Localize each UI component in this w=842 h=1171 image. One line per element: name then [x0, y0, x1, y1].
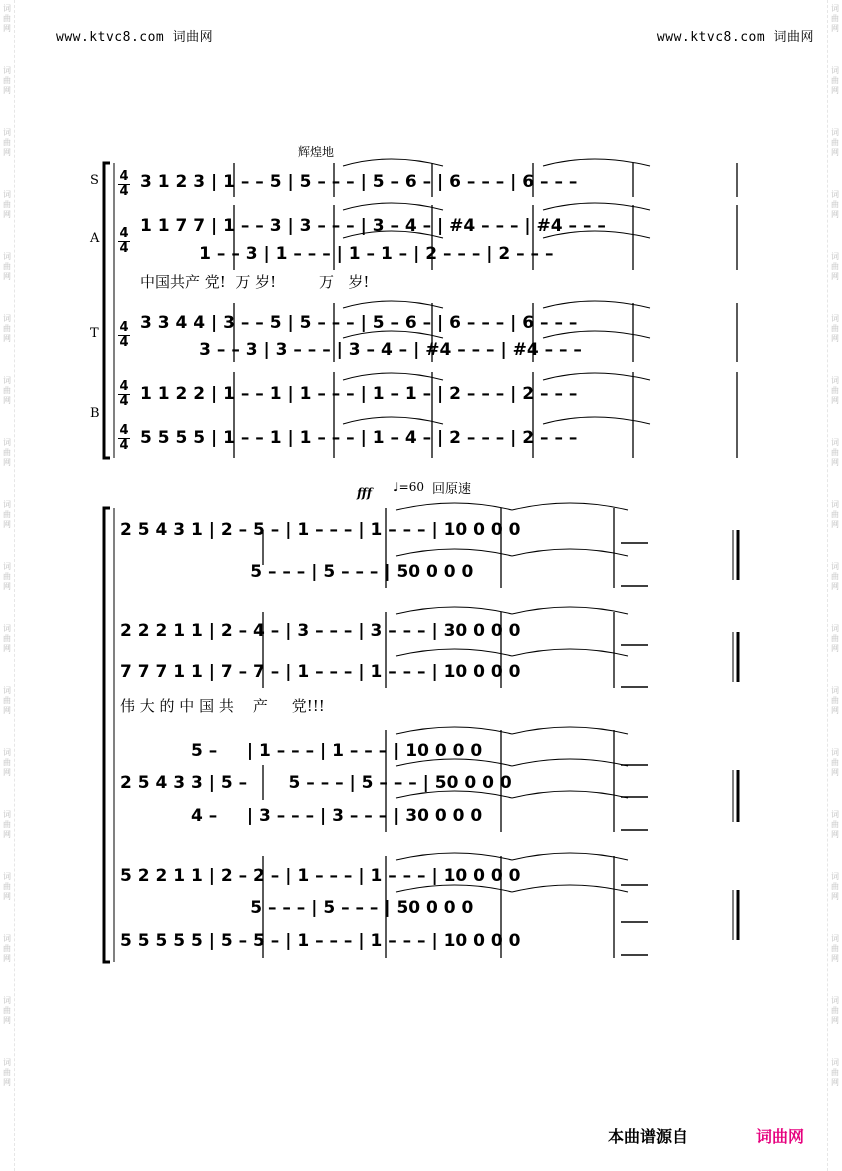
tempo-text: 回原速	[432, 482, 472, 497]
voice-label-alto: A	[90, 231, 100, 246]
row-s2-6: 2 5 4 3 3 | 5 – 5 – – – | 5 – – – | 50 0 0 0	[120, 773, 512, 793]
watermark-glyphs: 词 曲 网	[3, 810, 11, 839]
watermark-glyphs: 词 曲 网	[831, 128, 839, 157]
lyrics-line-1: 中国共产 党! 万 岁! 万 岁!	[140, 273, 370, 291]
watermark-glyphs: 词 曲 网	[831, 252, 839, 281]
soprano-row: 3 1 2 3 | 1 – – 5 | 5 – – – | 5 – 6 – | 6 – – – | 6 – – –	[140, 172, 578, 192]
row-s2-10: 5 5 5 5 5 | 5 – 5 – | 1 – – – | 1 – – – | 10 0 0 0	[120, 931, 521, 951]
watermark-glyphs: 词 曲 网	[3, 686, 11, 715]
watermark-glyphs: 词 曲 网	[3, 190, 11, 219]
watermark-glyphs: 词 曲 网	[3, 128, 11, 157]
tenor-row-2: 3 – – 3 | 3 – – – | 3 – 4 – | #4 – – – | #4 – – –	[140, 340, 582, 360]
row-s2-5: 5 – | 1 – – – | 1 – – – | 10 0 0 0	[120, 741, 483, 761]
header-site-left: www.ktvc8.com 词曲网	[56, 30, 214, 45]
footer-source-text: 本曲谱源自	[608, 1127, 689, 1146]
watermark-glyphs: 词 曲 网	[3, 934, 11, 963]
row-s2-8: 5 2 2 1 1 | 2 – 2 – | 1 – – – | 1 – – – | 10 0 0 0	[120, 866, 521, 886]
watermark-glyphs: 词 曲 网	[831, 748, 839, 777]
watermark-glyphs: 词 曲 网	[831, 872, 839, 901]
tempo-marking: ♩=60	[393, 480, 424, 494]
time-signature: 4 4	[119, 320, 129, 350]
watermark-glyphs: 词 曲 网	[831, 314, 839, 343]
watermark-glyphs: 词 曲 网	[831, 810, 839, 839]
watermark-glyphs: 词 曲 网	[831, 190, 839, 219]
watermark-glyphs: 词 曲 网	[831, 376, 839, 405]
row-s2-9: 5 – – – | 5 – – – | 50 0 0 0	[120, 898, 474, 918]
watermark-glyphs: 词 曲 网	[3, 500, 11, 529]
watermark-glyphs: 词 曲 网	[831, 1058, 839, 1087]
header-site-right: www.ktvc8.com 词曲网	[656, 30, 814, 45]
watermark-glyphs: 词 曲 网	[831, 934, 839, 963]
watermark-glyphs: 词 曲 网	[3, 748, 11, 777]
watermark-glyphs: 词 曲 网	[831, 66, 839, 95]
watermark-glyphs: 词 曲 网	[3, 376, 11, 405]
time-signature: 4 4	[119, 379, 129, 409]
row-s2-7: 4 – | 3 – – – | 3 – – – | 30 0 0 0	[120, 806, 483, 826]
watermark-glyphs: 词 曲 网	[831, 438, 839, 467]
bass-row-1: 1 1 2 2 | 1 – – 1 | 1 – – – | 1 – 1 – | 2 – – – | 2 – – –	[140, 384, 578, 404]
row-s2-4: 7 7 7 1 1 | 7 – 7 – | 1 – – – | 1 – – – | 10 0 0 0	[120, 662, 521, 682]
row-s2-2: 5 – – – | 5 – – – | 50 0 0 0	[120, 562, 474, 582]
bass-row-2: 5 5 5 5 | 1 – – 1 | 1 – – – | 1 – 4 – | 2 – – – | 2 – – –	[140, 428, 578, 448]
time-signature: 4 4	[119, 423, 129, 453]
voice-label-soprano: S	[90, 173, 99, 188]
watermark-glyphs: 词 曲 网	[831, 4, 839, 33]
voice-label-tenor: T	[90, 326, 99, 341]
lyrics-line-2: 伟 大 的 中 国 共 产 党!!!	[120, 697, 325, 715]
watermark-glyphs: 词 曲 网	[3, 438, 11, 467]
alto-row-1: 1 1 7 7 | 1 – – 3 | 3 – – – | 3 – 4 – | #4 – – – | #4 – – –	[140, 216, 606, 236]
voice-label-bass: B	[90, 406, 100, 421]
tenor-row-1: 3 3 4 4 | 3 – – 5 | 5 – – – | 5 – 6 – | 6 – – – | 6 – – –	[140, 313, 578, 333]
watermark-glyphs: 词 曲 网	[3, 252, 11, 281]
watermark-glyphs: 词 曲 网	[831, 562, 839, 591]
watermark-glyphs: 词 曲 网	[3, 4, 11, 33]
alto-row-2: 1 – – 3 | 1 – – – | 1 – 1 – | 2 – – – | 2 – – –	[140, 244, 554, 264]
watermark-glyphs: 词 曲 网	[3, 314, 11, 343]
watermark-glyphs: 词 曲 网	[3, 996, 11, 1025]
watermark-glyphs: 词 曲 网	[831, 996, 839, 1025]
dynamic-marking: fff	[357, 486, 373, 500]
watermark-glyphs: 词 曲 网	[3, 1058, 11, 1087]
time-signature: 4 4	[119, 169, 129, 199]
watermark-glyphs: 词 曲 网	[3, 66, 11, 95]
watermark-glyphs: 词 曲 网	[3, 562, 11, 591]
watermark-glyphs: 词 曲 网	[831, 500, 839, 529]
footer-brand: 词曲网	[756, 1127, 805, 1146]
watermark-glyphs: 词 曲 网	[831, 686, 839, 715]
watermark-glyphs: 词 曲 网	[831, 624, 839, 653]
watermark-glyphs: 词 曲 网	[3, 872, 11, 901]
row-s2-1: 2 5 4 3 1 | 2 – 5 – | 1 – – – | 1 – – – | 10 0 0 0	[120, 520, 521, 540]
watermark-glyphs: 词 曲 网	[3, 624, 11, 653]
time-signature: 4 4	[119, 226, 129, 256]
row-s2-3: 2 2 2 1 1 | 2 – 4 – | 3 – – – | 3 – – – | 30 0 0 0	[120, 621, 521, 641]
expression-marking: 辉煌地	[298, 145, 335, 159]
